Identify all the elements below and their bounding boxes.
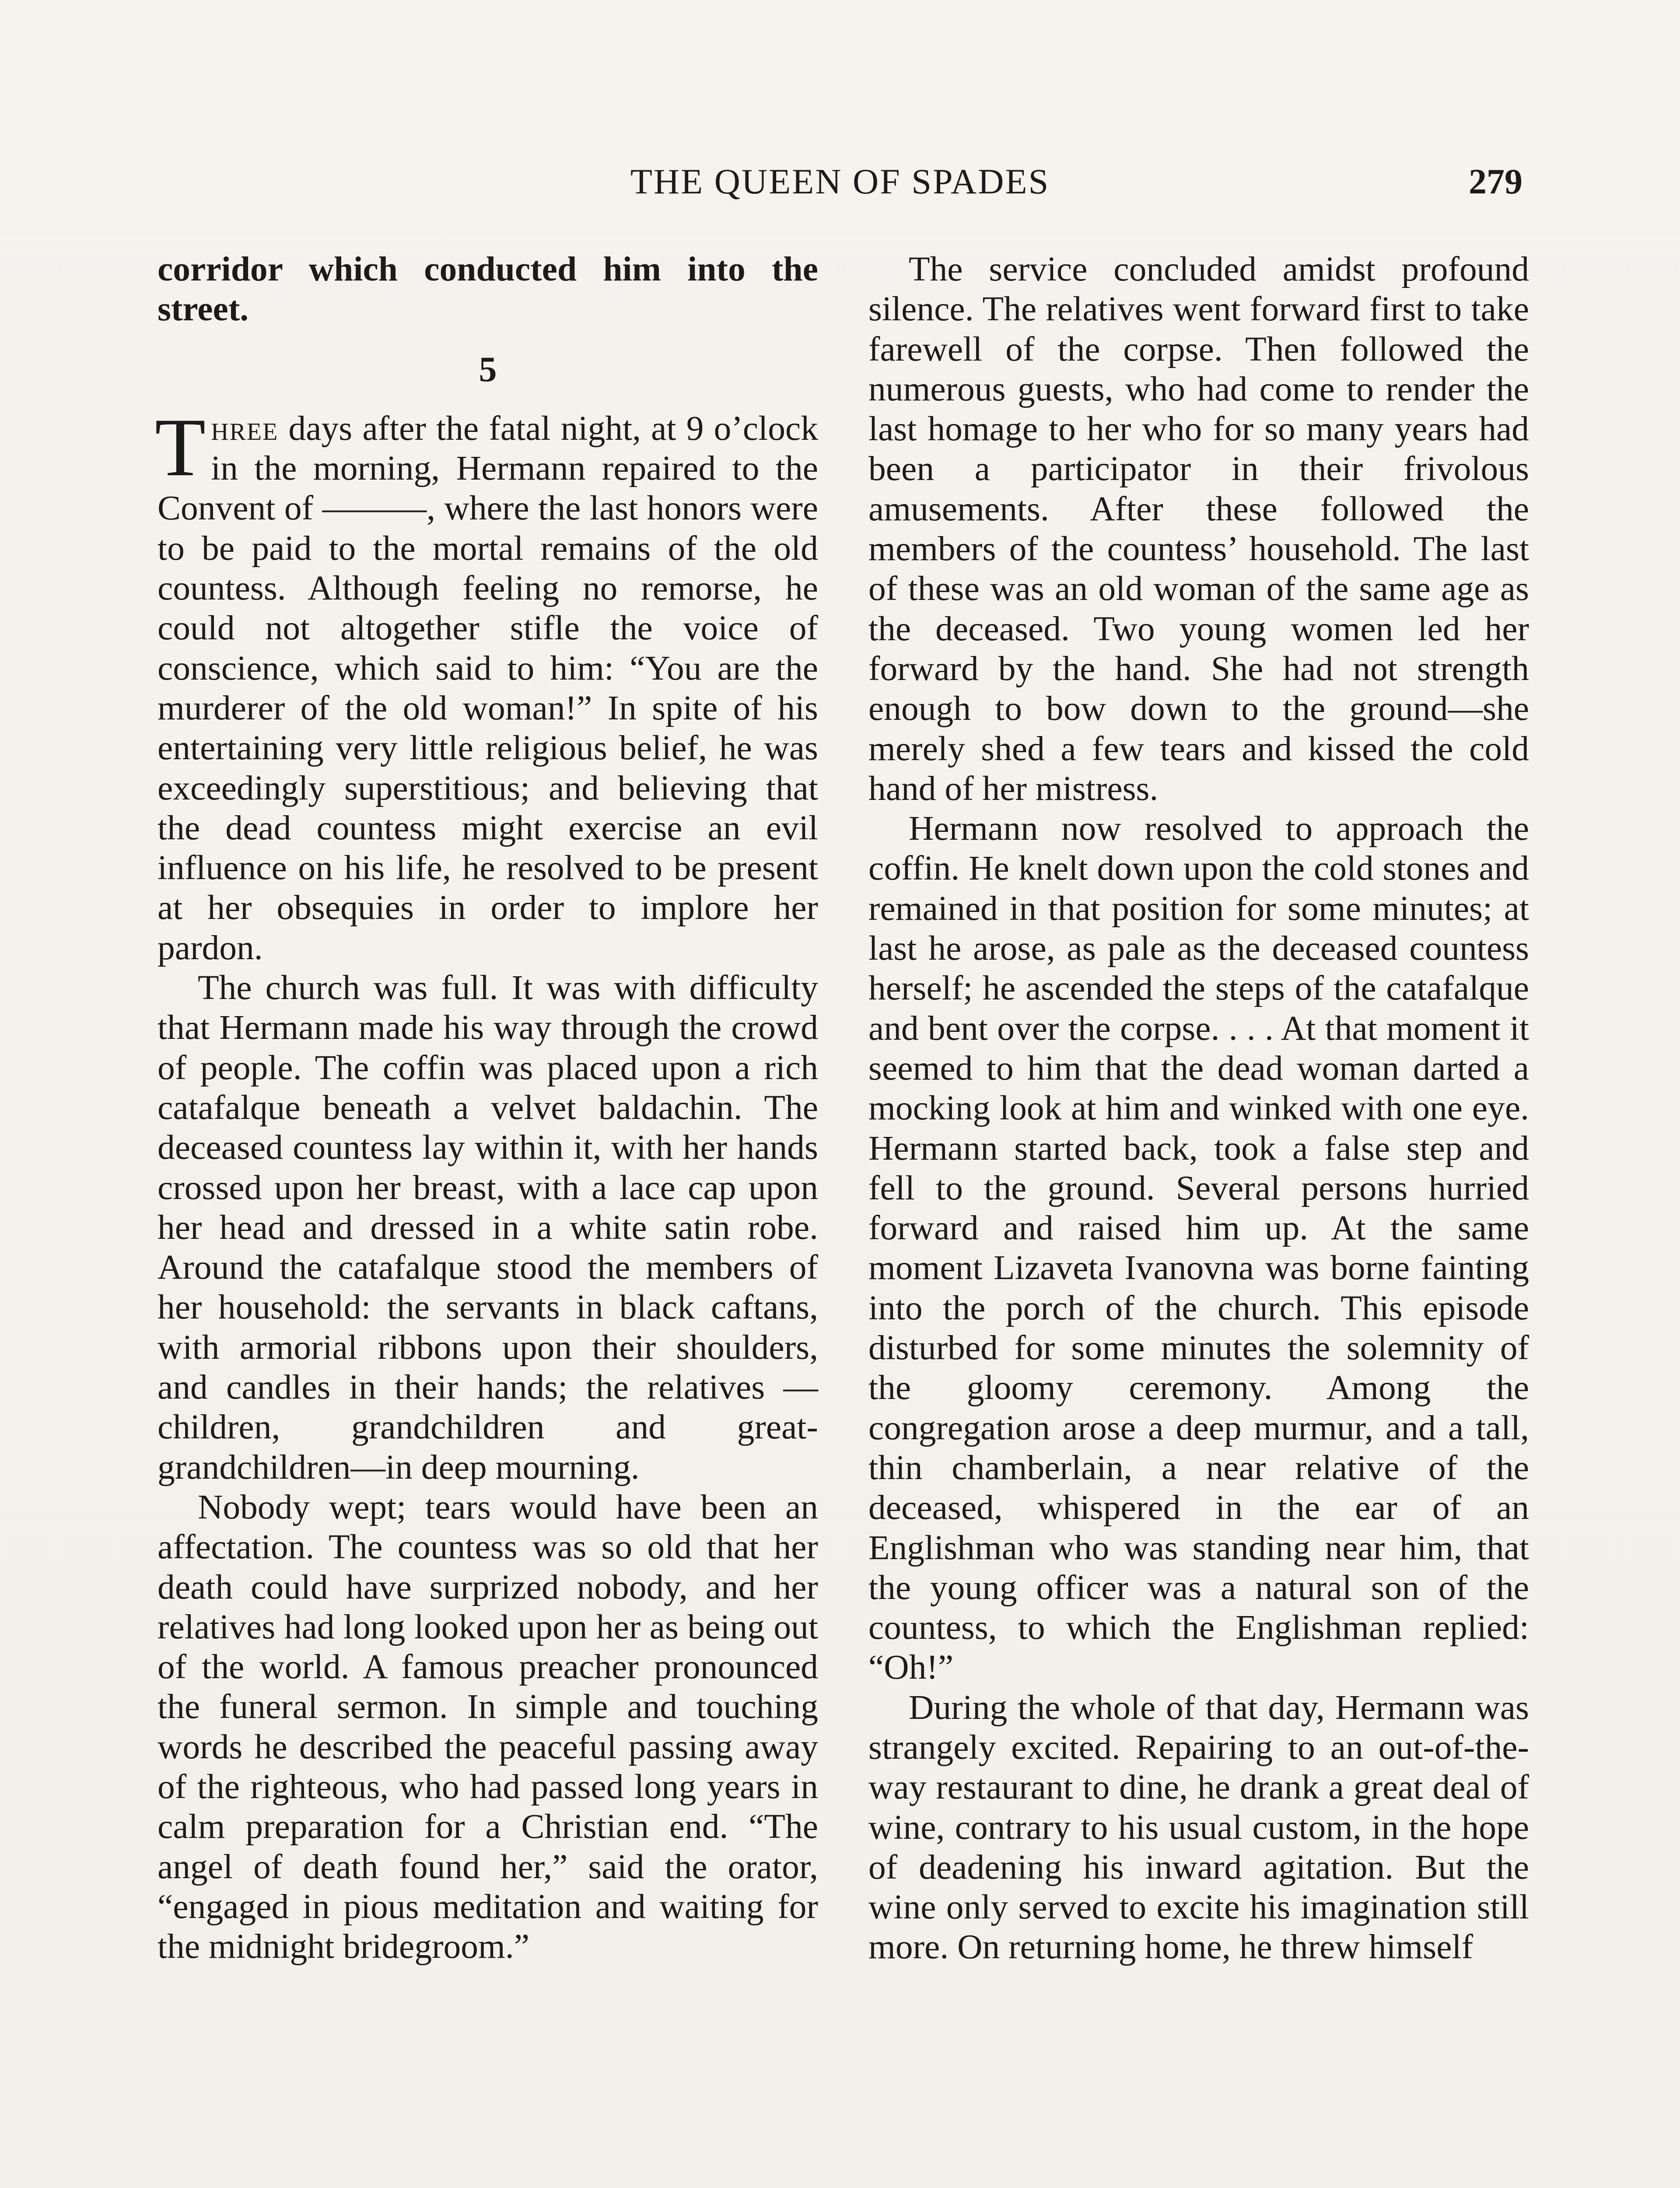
opening-smallcaps: hree — [211, 409, 279, 448]
paragraph-farewell: The service concluded amidst profound silence. The relatives went forward first to take farewell of the corpse. Then followed the numerous guests, who had come to render the last homage to her who for so many years had been a participator in their frivolous amusements. After these followed the members of the countess’ household. The last of these was an old woman of the same age as the deceased. Two young women led her forward by the hand. She had not strength enough to bow down to the ground—she merely shed a few tears and kissed the cold hand of her mistress. — [868, 250, 1529, 808]
running-title: THE QUEEN OF SPADES — [630, 161, 1050, 201]
paragraph-excited: During the whole of that day, Hermann was strangely excited. Repairing to an out-of-the-way restaurant to dine, he drank a great deal of wine, contrary to his usual custom, in the hope of deadening his inward agitation. But the wine only served to excite his imagination still more. On returning home, he threw himself — [868, 1688, 1529, 1967]
continued-paragraph: corridor which conducted him into the street. — [158, 250, 818, 329]
drop-cap: T — [155, 401, 206, 494]
chapter-number: 5 — [479, 349, 497, 389]
paragraph-opening — [155, 401, 818, 968]
left-text-column — [155, 249, 818, 1967]
paragraph-coffin: Hermann now resolved to approach the coffin. He knelt down upon the cold stones and remained in that position for some minutes; at last he arose, as pale as the deceased countess herself; he ascended the steps of the catafalque and bent over the corpse. . . . At that moment it seemed to him that the dead woman darted a mocking look at him and winked with one eye. Hermann started back, took a false step and fell to the ground. Several persons hurried forward and raised him up. At the same moment Lizaveta Ivanovna was borne fainting into the porch of the church. This episode disturbed for some minutes the solemnity of the gloomy ceremony. Among the congregation arose a deep murmur, and a tall, thin chamberlain, a near relative of the deceased, whispered in the ear of an Englishman who was standing near him, that the young officer was a natural son of the countess, to which the Englishman replied: “Oh!” — [868, 809, 1529, 1687]
running-header — [158, 155, 1522, 208]
right-text-column — [868, 249, 1529, 1967]
paragraph-church: The church was full. It was with difficulty that Hermann made his way through the crowd of people. The coffin was placed upon a rich catafalque beneath a velvet baldachin. The deceased countess lay within it, with her hands crossed upon her breast, with a lace cap upon her head and dressed in a white satin robe. Around the catafalque stood the members of her household: the servants in black caftans, with armorial ribbons upon their shoulders, and candles in their hands; the relatives —children, grandchildren and great-grandchildren—in deep mourning. — [158, 968, 818, 1487]
opening-paragraph-text: days after the fatal night, at 9 o’clock in the morning, Hermann repaired to the Convent of ———, where the last honors were to be paid to the mortal remains of the old countess. Although feeling no remorse, he could not altogether stifle the voice of conscience, which said to him: “You are the murderer of the old woman!” In spite of his entertaining very little religious belief, he was exceedingly superstitious; and believing that the dead countess might exercise an evil influence on his life, he resolved to be present at her obsequies in order to implore her pardon. — [158, 409, 818, 967]
page-number: 279 — [1469, 161, 1522, 201]
paragraph-sermon: Nobody wept; tears would have been an affectation. The countess was so old that her death could have surprized nobody, and her relatives had long looked upon her as being out of the world. A famous preacher pronounced the funeral sermon. In simple and touching words he described the peaceful passing away of the righteous, who had passed long years in calm preparation for a Christian end. “The angel of death found her,” said the orator, “engaged in pious meditation and waiting for the midnight bridegroom.” — [158, 1487, 818, 1966]
